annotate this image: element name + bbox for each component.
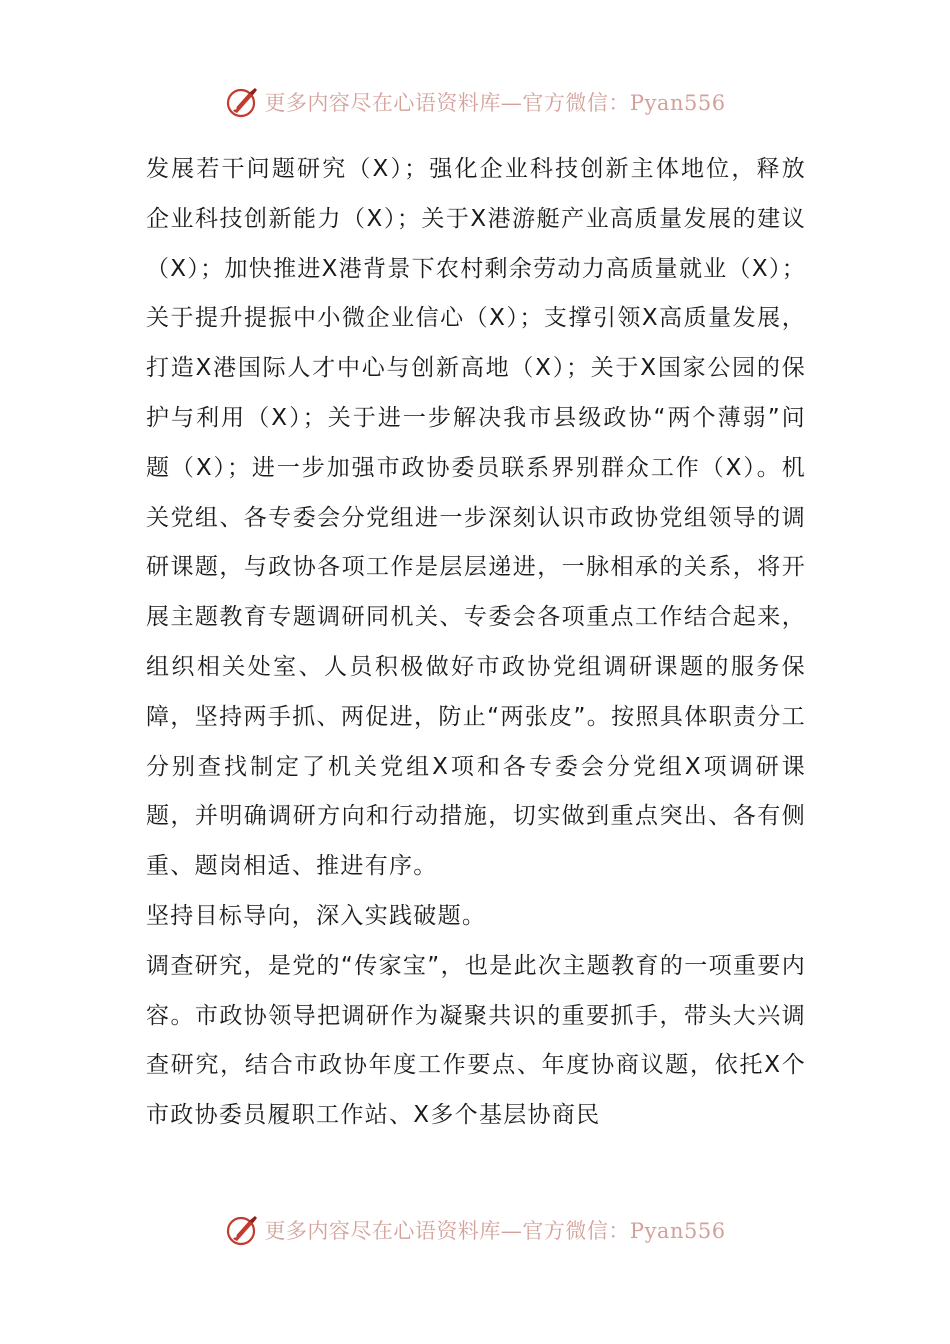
paragraph-3: 调查研究，是党的“传家宝”，也是此次主题教育的一项重要内容。市政协领导把调研作为凝聚共识的重要抓手，带头大兴调查研究，结合市政协年度工作要点、年度协商议题，依托X个市政协委员履职工作站、X多个基层协商民 <box>146 952 806 1129</box>
pen-nib-circle-icon <box>224 84 260 120</box>
watermark-banner-top <box>0 82 950 122</box>
document-body <box>146 145 806 1141</box>
watermark-text: 更多内容尽在心语资料库—官方微信：Pyan556 <box>264 91 726 115</box>
paragraph-1: 发展若干问题研究（X）；强化企业科技创新主体地位，释放企业科技创新能力（X）；关于X港游艇产业高质量发展的建议（X）；加快推进X港背景下农村剩余劳动力高质量就业（X）；关于提升提振中小微企业信心（X）；支撑引领X高质量发展，打造X港国际人才中心与创新高地（X）；关于X国家公园的保护与利用（X）；关于进一步解决我市县级政协“两个薄弱”问题（X）；进一步加强市政协委员联系界别群众工作（X）。机关党组、各专委会分党组进一步深刻认识市政协党组领导的调研课题，与政协各项工作是层层递进，一脉相承的关系，将开展主题教育专题调研同机关、专委会各项重点工作结合起来，组织相关处室、人员积极做好市政协党组调研课题的服务保障，坚持两手抓、两促进，防止“两张皮”。按照具体职责分工分别查找制定了机关党组X项和各专委会分党组X项调研课题，并明确调研方向和行动措施，切实做到重点突出、各有侧重、题岗相适、推进有序。 <box>146 156 806 880</box>
paragraph-2-heading: 坚持目标导向，深入实践破题。 <box>146 902 487 929</box>
watermark-text: 更多内容尽在心语资料库—官方微信：Pyan556 <box>264 1219 726 1243</box>
watermark-banner-bottom <box>0 1210 950 1250</box>
pen-nib-circle-icon <box>224 1212 260 1248</box>
